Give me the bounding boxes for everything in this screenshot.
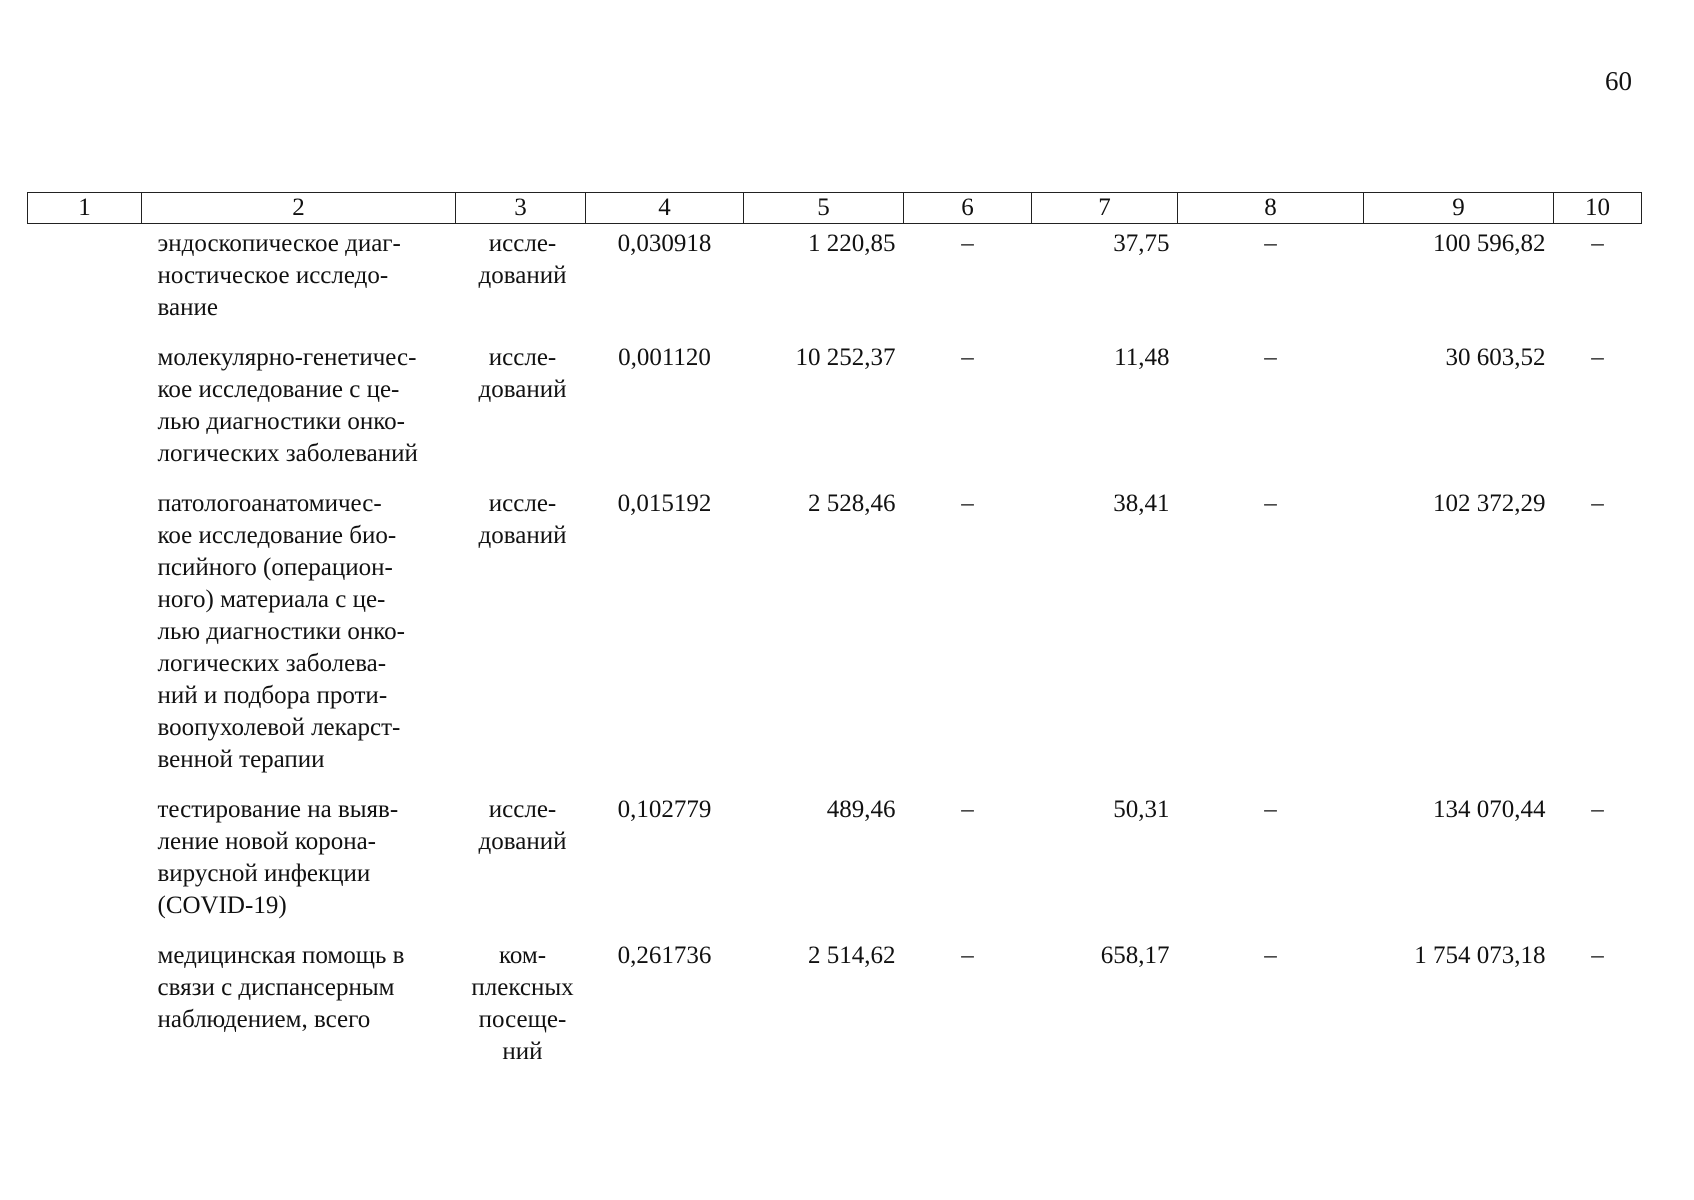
- value-col-9: 134 070,44: [1433, 796, 1546, 823]
- value-col-10: –: [1591, 796, 1604, 823]
- row-spacer-cell: [28, 776, 1642, 790]
- value-col-4: 0,001120: [618, 344, 711, 371]
- service-name-line: ного) материала с це-: [157, 586, 386, 613]
- column-number: 1: [28, 193, 142, 224]
- value-col-6: –: [961, 942, 974, 969]
- unit-line: иссле-: [488, 796, 557, 823]
- value-col-5: 489,46: [826, 796, 896, 823]
- tariff-table: [27, 192, 1642, 1068]
- value-col-8: –: [1264, 230, 1277, 257]
- unit-of-measure: [456, 224, 586, 325]
- cell-col-1: [28, 936, 142, 1068]
- service-name-line: логических заболева-: [157, 650, 387, 677]
- value-col-7: 37,75: [1113, 230, 1170, 257]
- service-name: [142, 936, 456, 1068]
- value-col-9: 30 603,52: [1445, 344, 1546, 371]
- service-name-line: связи с диспансерным: [157, 974, 395, 1001]
- table-row: [28, 790, 1642, 922]
- service-name-line: вание: [157, 294, 218, 321]
- value-col-8: –: [1264, 796, 1277, 823]
- value-col-8: –: [1264, 344, 1277, 371]
- column-number: 4: [586, 193, 744, 224]
- value-col-6: –: [961, 490, 974, 517]
- cell-col-1: [28, 790, 142, 922]
- table-row: [28, 338, 1642, 470]
- cell-col-1: [28, 484, 142, 776]
- service-name-line: кое исследование с це-: [157, 376, 400, 403]
- value-col-6: –: [961, 230, 974, 257]
- service-name-line: эндоскопическое диаг-: [157, 230, 401, 257]
- page-number: 60: [1605, 66, 1632, 96]
- unit-line: ний: [502, 1038, 543, 1065]
- service-name-line: (COVID-19): [157, 892, 287, 919]
- unit-line: плексных: [471, 974, 574, 1001]
- cell-col-1: [28, 224, 142, 325]
- row-spacer: [28, 324, 1642, 338]
- value-col-5: 2 514,62: [808, 942, 896, 969]
- service-name: [142, 338, 456, 470]
- unit-line: дований: [478, 522, 567, 549]
- value-col-7: 11,48: [1114, 344, 1170, 371]
- table-row: [28, 936, 1642, 1068]
- service-name-line: патологоанатомичес-: [157, 490, 382, 517]
- row-spacer-cell: [28, 470, 1642, 484]
- service-name-line: вирусной инфекции: [157, 860, 371, 887]
- value-col-4: 0,102779: [617, 796, 712, 823]
- column-number: 7: [1032, 193, 1178, 224]
- service-name-line: лью диагностики онко-: [157, 408, 406, 435]
- value-col-7: 658,17: [1100, 942, 1170, 969]
- table-row: [28, 484, 1642, 776]
- row-spacer: [28, 470, 1642, 484]
- value-col-6: –: [961, 344, 974, 371]
- unit-line: посеще-: [478, 1006, 567, 1033]
- column-number: 3: [456, 193, 586, 224]
- column-number: 2: [142, 193, 456, 224]
- value-col-5: 1 220,85: [808, 230, 896, 257]
- column-number: 10: [1554, 193, 1642, 224]
- service-name-line: наблюдением, всего: [157, 1006, 371, 1033]
- unit-of-measure: [456, 790, 586, 922]
- value-col-5: 2 528,46: [808, 490, 896, 517]
- service-name-line: псийного (операцион-: [157, 554, 393, 581]
- value-col-10: –: [1591, 344, 1604, 371]
- unit-line: ком-: [498, 942, 547, 969]
- value-col-8: –: [1264, 490, 1277, 517]
- unit-line: дований: [478, 376, 567, 403]
- service-name-line: тестирование на выяв-: [157, 796, 399, 823]
- value-col-6: –: [961, 796, 974, 823]
- value-col-4: 0,015192: [617, 490, 712, 517]
- service-name: [142, 484, 456, 776]
- value-col-10: –: [1591, 230, 1604, 257]
- value-col-9: 1 754 073,18: [1414, 942, 1546, 969]
- value-col-10: –: [1591, 490, 1604, 517]
- column-number: 8: [1178, 193, 1364, 224]
- service-name: [142, 790, 456, 922]
- column-number: 6: [904, 193, 1032, 224]
- value-col-7: 38,41: [1113, 490, 1170, 517]
- value-col-10: –: [1591, 942, 1604, 969]
- unit-line: дований: [478, 828, 567, 855]
- value-col-4: 0,030918: [617, 230, 712, 257]
- value-col-4: 0,261736: [617, 942, 712, 969]
- unit-of-measure: [456, 484, 586, 776]
- unit-of-measure: [456, 936, 586, 1068]
- service-name-line: ностическое исследо-: [157, 262, 389, 289]
- row-spacer: [28, 776, 1642, 790]
- service-name-line: кое исследование био-: [157, 522, 397, 549]
- cell-col-1: [28, 338, 142, 470]
- unit-line: иссле-: [488, 230, 557, 257]
- service-name-line: лью диагностики онко-: [157, 618, 406, 645]
- value-col-5: 10 252,37: [795, 344, 896, 371]
- column-number-row: [28, 193, 1642, 224]
- value-col-7: 50,31: [1113, 796, 1170, 823]
- service-name-line: ление новой корона-: [157, 828, 376, 855]
- row-spacer-cell: [28, 922, 1642, 936]
- unit-line: дований: [478, 262, 567, 289]
- table-row: [28, 224, 1642, 325]
- service-name-line: логических заболеваний: [157, 440, 418, 467]
- value-col-9: 100 596,82: [1433, 230, 1546, 257]
- column-number: 5: [744, 193, 904, 224]
- unit-line: иссле-: [488, 344, 557, 371]
- service-name-line: венной терапии: [157, 746, 325, 773]
- unit-line: иссле-: [488, 490, 557, 517]
- service-name-line: молекулярно-генетичес-: [157, 344, 417, 371]
- value-col-9: 102 372,29: [1433, 490, 1546, 517]
- column-number: 9: [1364, 193, 1554, 224]
- service-name: [142, 224, 456, 325]
- service-name-line: медицинская помощь в: [157, 942, 405, 969]
- service-name-line: воопухолевой лекарст-: [157, 714, 401, 741]
- row-spacer-cell: [28, 324, 1642, 338]
- row-spacer: [28, 922, 1642, 936]
- unit-of-measure: [456, 338, 586, 470]
- service-name-line: ний и подбора проти-: [157, 682, 388, 709]
- value-col-8: –: [1264, 942, 1277, 969]
